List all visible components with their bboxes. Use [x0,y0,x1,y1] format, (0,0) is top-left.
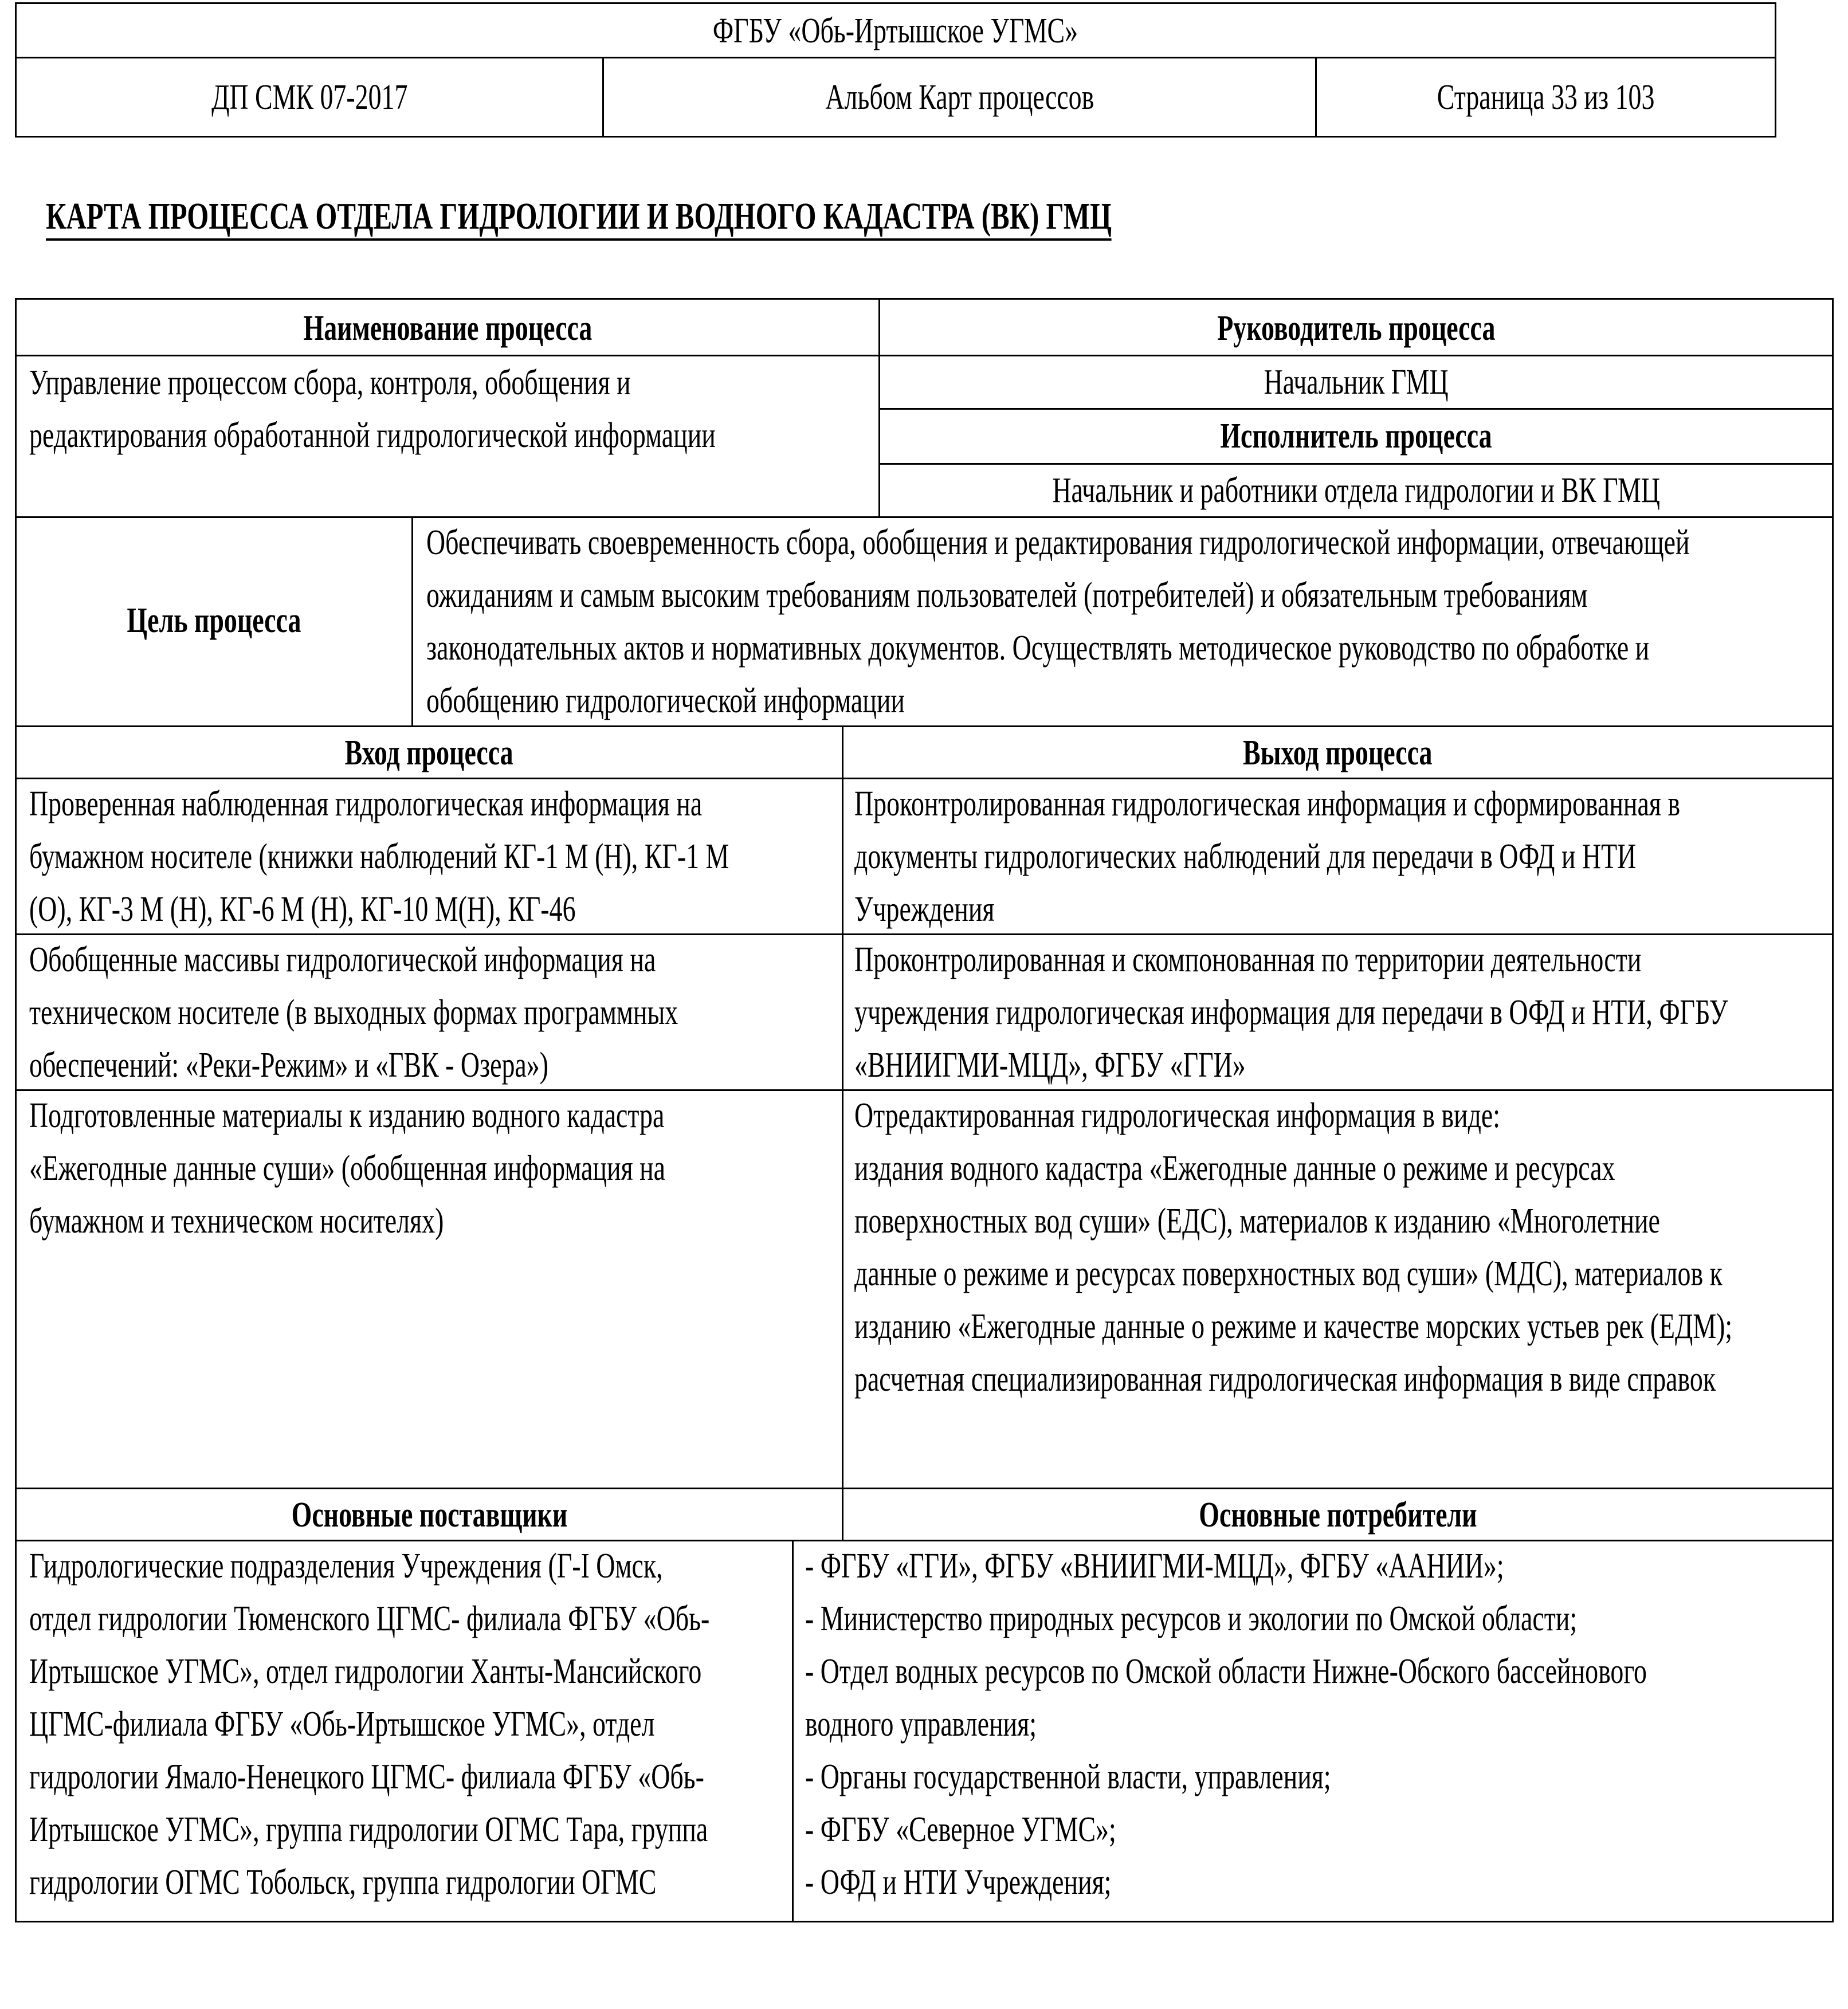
process-executor-value: Начальник и работники отдела гидрологии и ВК ГМЦ [1052,471,1660,510]
input-row-2: Обобщенные массивы гидрологической информация на техническом носителе (в выходных формах программных обеспечений: «Реки-Режим» и «ГВК - Озера») [29,940,678,1085]
header-page-cell [1315,58,1775,138]
process-owner-label: Руководитель процесса [1217,309,1496,348]
process-name-line: редактирования обработанной гидрологической информации [29,416,716,455]
page-title-wrap [46,194,1486,240]
header-doc-code-cell [17,58,602,138]
output-row-2: Проконтролированная и скомпонованная по территории деятельности учреждения гидрологическая информация для передачи в ОФД и НТИ, ФГБУ «ВНИИГМИ-МЦД», ФГБУ «ГГИ» [854,940,1728,1085]
process-name-line: Управление процессом сбора, контроля, обобщения и [29,363,631,402]
output-row-3: Отредактированная гидрологическая информация в виде: издания водного кадастра «Ежегодные данные о режиме и ресурсах поверхностных вод суши» (ЕДС), материалов к изданию «Многолетние данные о режиме и ресурсах поверхностных вод суши» (МДС), материалов к изданию «Ежегодные данные о режиме и качестве морских устьев рек (ЕДМ); расчетная специализированная гидрологическая информация в виде справок [854,1096,1733,1399]
output-row-1: Проконтролированная гидрологическая информация и сформированная в документы гидрологических наблюдений для передачи в ОФД и НТИ Учреждения [854,784,1681,929]
header-doc-code: ДП СМК 07-2017 [211,78,408,117]
input-row-1: Проверенная наблюденная гидрологическая информация на бумажном носителе (книжки наблюдений КГ-1 М (Н), КГ-1 М (О), КГ-3 М (Н), КГ-6 М (Н), КГ-10 М(Н), КГ-46 [29,784,729,929]
output-label: Выход процесса [1243,733,1433,772]
suppliers-list: Гидрологические подразделения Учреждения (Г-I Омск, отдел гидрологии Тюменского ЦГМС- филиала ФГБУ «Обь- Иртышское УГМС», отдел гидрологии Ханты-Мансийского ЦГМС-филиала ФГБУ «Обь-Иртышское УГМС», отдел гидрологии Ямало-Ненецкого ЦГМС- филиала ФГБУ «Обь- Иртышское УГМС», группа гидрологии ОГМС Тара, группа гидрологии ОГМС Тобольск, группа гидрологии ОГМС [29,1547,710,1902]
document-header [15,2,1776,138]
process-owner-value: Начальник ГМЦ [1264,363,1449,402]
page-title: КАРТА ПРОЦЕССА ОТДЕЛА ГИДРОЛОГИИ И ВОДНОГО КАДАСТРА (ВК) ГМЦ [46,195,1112,241]
input-row-3: Подготовленные материалы к изданию водного кадастра «Ежегодные данные суши» (обобщенная информация на бумажном и техническом носителях) [29,1096,666,1241]
goal-label: Цель процесса [127,601,301,640]
consumers-list: - ФГБУ «ГГИ», ФГБУ «ВНИИГМИ-МЦД», ФГБУ «ААНИИ»; - Министерство природных ресурсов и экологии по Омской области; - Отдел водных ресурсов по Омской области Нижне-Обского бассейнового водного управления; - Органы государственной власти, управления; - ФГБУ «Северное УГМС»; - ОФД и НТИ Учреждения; [805,1547,1647,1902]
consumers-label: Основные потребители [1198,1496,1477,1535]
goal-line: законодательных актов и нормативных документов. Осуществлять методическое руководство по обработке и [426,629,1650,668]
header-doc-name-cell [602,58,1315,138]
header-doc-name: Альбом Карт процессов [825,78,1094,117]
process-card-table [15,298,1834,1922]
process-executor-label: Исполнитель процесса [1220,417,1492,456]
header-org: ФГБУ «Обь-Иртышское УГМС» [713,11,1078,50]
goal-line: Обеспечивать своевременность сбора, обобщения и редактирования гидрологической информации, отвечающей [426,523,1690,562]
process-name-label: Наименование процесса [303,309,592,348]
goal-line: обобщению гидрологической информации [426,681,905,720]
goal-line: ожиданиям и самым высоким требованиям пользователей (потребителей) и обязательным требованиям [426,576,1588,615]
header-page-number: Страница 33 из 103 [1437,78,1655,117]
input-label: Вход процесса [345,733,513,772]
header-org-row [17,4,1775,58]
suppliers-label: Основные поставщики [291,1496,567,1535]
